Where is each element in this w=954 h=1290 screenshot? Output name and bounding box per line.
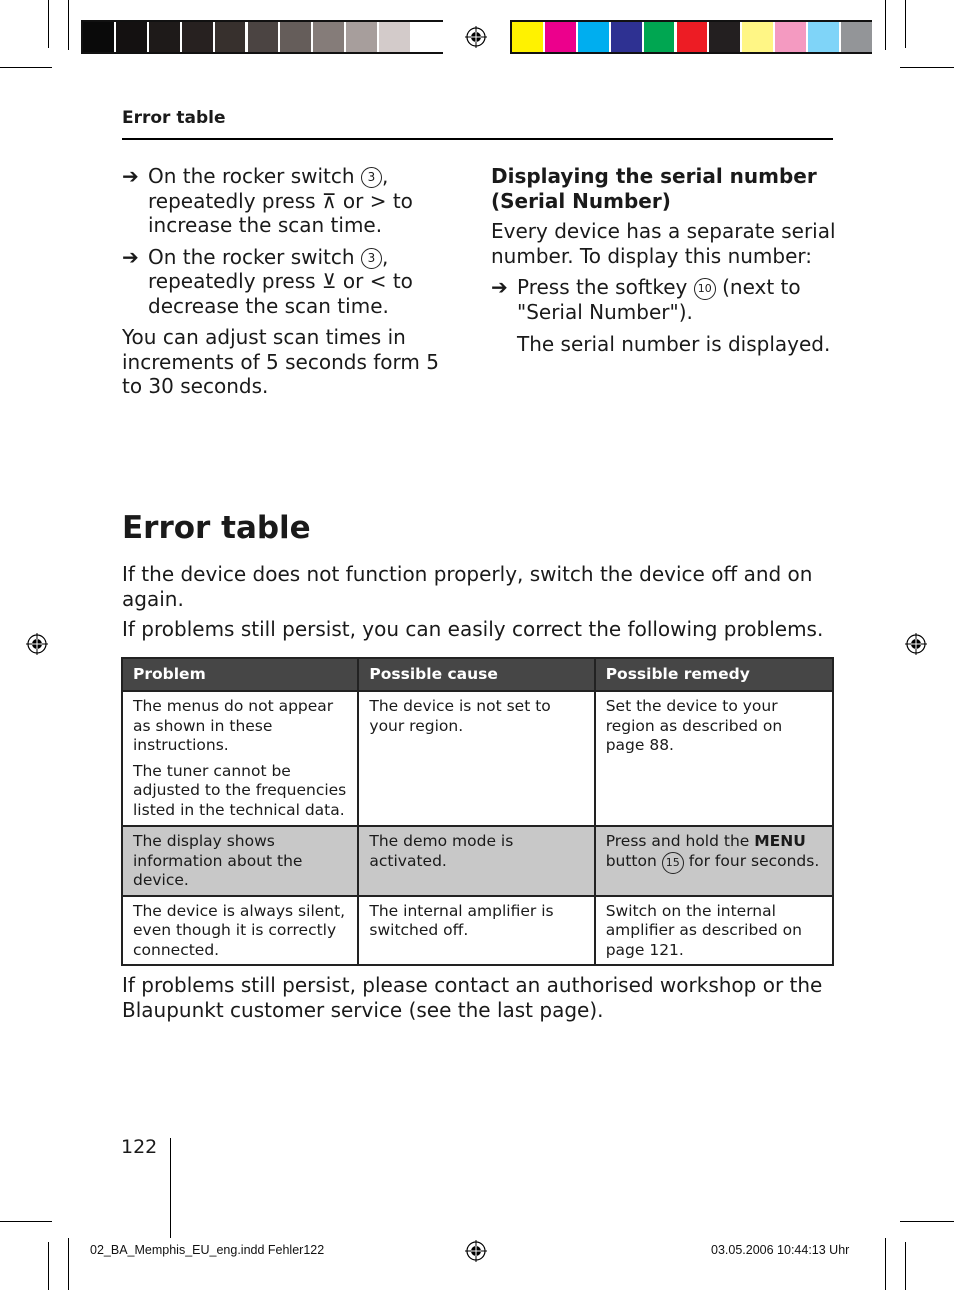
registration-mark-icon: [465, 26, 487, 48]
table-cell: Set the device to your region as described on page 88.: [595, 691, 833, 826]
intro-paragraph: If problems still persist, you can easily correct the following problems.: [122, 617, 824, 641]
color-swatch: [412, 22, 445, 52]
crop-mark: [905, 0, 906, 48]
column-header: Possible cause: [358, 658, 594, 691]
color-swatch: [709, 22, 742, 52]
cell-text: button: [605, 851, 657, 870]
page-number-rule: [170, 1138, 171, 1238]
crop-mark: [885, 0, 886, 50]
numbered-callout: 3: [361, 248, 382, 269]
body-paragraph: Every device has a separate serial number. To display this number:: [491, 219, 836, 268]
color-swatch: [149, 22, 182, 52]
cell-text: for four seconds.: [688, 851, 820, 870]
table-header-row: [122, 658, 833, 691]
step-text: (next to "Serial Number").: [517, 275, 801, 324]
crop-mark: [68, 0, 69, 50]
crop-mark: [48, 1242, 49, 1290]
color-swatch: [346, 22, 379, 52]
step-text: , repeatedly press ⊻ or < to decrease the scan time.: [148, 244, 413, 318]
table-cell: The device is not set to your region.: [358, 691, 594, 826]
intro-paragraph: If the device does not function properly, switch the device off and on again.: [122, 562, 813, 611]
page-number: 122: [121, 1136, 158, 1158]
registration-mark-icon: [905, 633, 927, 655]
body-paragraph: You can adjust scan times in increments of 5 seconds form 5 to 30 seconds.: [122, 325, 439, 398]
table-cell: The internal amplifier is switched off.: [358, 896, 594, 966]
menu-button-label: MENU: [754, 832, 806, 850]
table-row: [122, 691, 833, 826]
crop-mark: [885, 1238, 886, 1290]
crop-mark: [48, 0, 49, 48]
cell-text: Press and hold the: [605, 832, 750, 850]
color-swatch: [280, 22, 313, 52]
color-swatch: [248, 22, 281, 52]
table-row: [122, 896, 833, 966]
instruction-step: [122, 164, 457, 238]
running-head: Error table: [122, 108, 226, 128]
color-swatch: [545, 22, 578, 52]
crop-mark: [900, 67, 954, 68]
arrow-icon: ➔: [122, 244, 139, 269]
cell-text: The menus do not appear as shown in these instructions.: [133, 697, 334, 754]
crop-mark: [900, 1221, 954, 1222]
color-swatch: [644, 22, 677, 52]
step-text: , repeatedly press ⊼ or > to increase the scan time.: [148, 164, 413, 237]
table-cell: Switch on the internal amplifier as described on page 121.: [595, 896, 833, 966]
crop-mark: [0, 67, 52, 68]
closing-paragraph: If problems still persist, please contact an authorised workshop or the Blaupunkt customer service (see the last page).: [122, 973, 823, 1022]
step-text: Press the softkey: [517, 275, 688, 299]
header-rule: [122, 138, 833, 140]
registration-mark-icon: [26, 633, 48, 655]
cell-text: The tuner cannot be adjusted to the frequencies listed in the technical data.: [133, 761, 347, 819]
color-swatch: [182, 22, 215, 52]
arrow-icon: ➔: [491, 275, 508, 299]
column-header: Problem: [122, 658, 358, 691]
registration-mark-icon: [465, 1240, 487, 1262]
color-swatch: [611, 22, 644, 52]
slug-file-info: 02_BA_Memphis_EU_eng.indd Fehler122: [90, 1243, 325, 1257]
numbered-callout: 15: [662, 852, 684, 874]
table-cell: The device is always silent, even though it is correctly connected.: [122, 896, 358, 966]
instruction-step: [491, 275, 836, 325]
color-swatch: [742, 22, 775, 52]
crop-mark: [68, 1238, 69, 1290]
left-column: [122, 164, 457, 406]
numbered-callout: 3: [361, 167, 382, 188]
table-row: [122, 826, 833, 896]
color-swatch: [379, 22, 412, 52]
table-cell: [595, 826, 833, 896]
color-swatch: [677, 22, 710, 52]
color-swatch: [841, 22, 874, 52]
table-cell: The display shows information about the device.: [122, 826, 358, 896]
table-cell: [122, 691, 358, 826]
right-column: [491, 164, 836, 356]
table-cell: The demo mode is activated.: [358, 826, 594, 896]
subheading: Displaying the serial number (Serial Number): [491, 164, 817, 213]
column-header: Possible remedy: [595, 658, 833, 691]
step-text: On the rocker switch: [148, 244, 355, 269]
color-swatch: [116, 22, 149, 52]
color-swatch: [512, 22, 545, 52]
instruction-step: [122, 245, 457, 319]
section-title: Error table: [122, 510, 311, 546]
slug-timestamp: 03.05.2006 10:44:13 Uhr: [711, 1243, 850, 1257]
arrow-icon: ➔: [122, 164, 139, 188]
color-swatch: [578, 22, 611, 52]
step-text: On the rocker switch: [148, 164, 355, 188]
color-swatch: [215, 22, 248, 52]
color-swatch: [775, 22, 808, 52]
color-swatch: [83, 22, 116, 52]
error-table: [121, 657, 834, 966]
color-swatch: [808, 22, 841, 52]
color-swatch: [313, 22, 346, 52]
crop-mark: [0, 1221, 52, 1222]
step-result: The serial number is displayed.: [517, 331, 831, 356]
crop-mark: [905, 1242, 906, 1290]
numbered-callout: 10: [694, 278, 716, 300]
